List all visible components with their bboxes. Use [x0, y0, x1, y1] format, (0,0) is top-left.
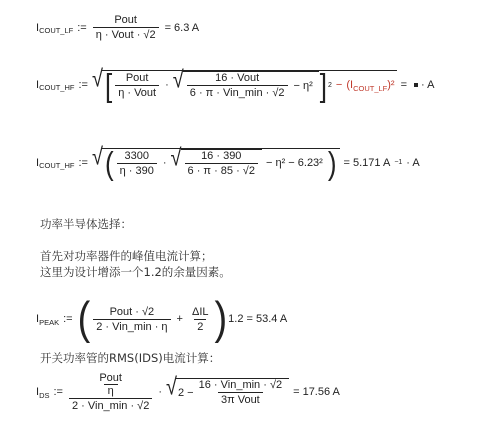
eq2-red-close: )² — [387, 79, 395, 91]
eq3-unit: · A — [406, 156, 420, 169]
eq2-inner-sqrt: √ $\frac{\text{16 · Vout}}{\text{6 · π · Vin\_min · √2}}$ − η² — [173, 71, 319, 99]
eq3-lhs-sub: COUT_HF — [39, 161, 75, 170]
equation-cout-hf-symbolic — [36, 65, 435, 104]
eq5-num-bottom: η — [104, 384, 118, 397]
eq4-fraction-2 — [189, 306, 212, 333]
eq5-sqrt: √ 2 − $\frac{\text{16 · Vin\_min · √2}}{\text{3π Vout}}$ — [166, 378, 289, 406]
eq2-assign: := — [78, 78, 88, 91]
eq4-num1: Pout · √2 — [109, 305, 155, 318]
eq2-outer-sqrt: √ [ $\frac{\text{Pout}}{\text{η · Vout}}$ · √ $\frac{\text{16 · Vout}}{\text{6 · π · Vin\_min · √2}}$ − η² ] 2 − (I COUT_LF )² — [91, 65, 395, 104]
eq3-fraction — [117, 150, 157, 177]
eq2-inner-den: 6 · π · Vin_min · √2 — [187, 85, 288, 99]
eq3-tail: − η² − 6.23² — [265, 157, 323, 169]
eq5-num-top: Pout — [99, 372, 122, 384]
eq3-result: = 5.171 A — [343, 156, 391, 169]
eq2-lhs-sub: COUT_HF — [39, 83, 75, 92]
eq5-assign: := — [53, 386, 63, 398]
eq1-numerator: Pout — [114, 14, 137, 26]
eq2-radical-sign: √ — [91, 65, 103, 93]
eq2-frac-den: η · Vout — [115, 85, 159, 99]
eq3-assign: := — [78, 156, 88, 169]
eq4-plus: + — [176, 313, 183, 325]
eq5-inner-den: 3π Vout — [218, 392, 263, 406]
eq3-frac-num: 3300 — [124, 149, 149, 162]
eq1-lhs: I — [36, 21, 40, 34]
eq1-result: = 6.3 A — [164, 21, 200, 34]
eq2-result-eq: = — [400, 78, 408, 91]
eq5-lhs-sub: DS — [39, 390, 50, 400]
eq2-placeholder-mark — [414, 83, 418, 87]
eq3-outer-sqrt: √ ( $\frac{3300}{\eta \cdot 390}$ · √ $\frac{16 \cdot 390}{6 \cdot \pi \cdot 85 \cdot √2}$ − η² − 6.23² ) — [92, 148, 340, 177]
eq2-minus-eta: − η² — [293, 79, 313, 92]
eq3-inner-den: 6 · π · 85 · √2 — [185, 163, 258, 177]
eq4-den2: 2 — [194, 319, 206, 333]
eq5-lhs: I — [36, 386, 40, 398]
eq5-inner-fraction — [196, 379, 285, 406]
eq4-lhs-sub: PEAK — [39, 317, 60, 327]
eq5-outer-fraction — [69, 372, 152, 412]
equation-cout-lf — [36, 14, 203, 41]
eq2-lhs: I — [36, 78, 40, 91]
eq3-lhs: I — [36, 156, 40, 169]
eq1-assign: := — [77, 21, 87, 34]
equation-cout-hf-numeric — [36, 143, 424, 182]
eq2-fraction — [115, 72, 159, 99]
eq5-result: = 17.56 A — [293, 386, 340, 398]
section-heading-semiconductor: 功率半导体选择： — [40, 217, 132, 231]
paragraph-margin-factor: 这里为设计增添一个1.2的余量因素。 — [40, 265, 231, 279]
eq3-exponent: −1 — [394, 159, 403, 166]
eq4-assign: := — [63, 313, 73, 325]
eq5-dot: · — [158, 386, 163, 398]
equation-rms-ids — [36, 372, 344, 412]
eq2-minus: − — [335, 79, 343, 91]
eq3-frac-den: η · 390 — [117, 163, 157, 177]
eq1-denominator: η · Vout · √2 — [93, 27, 159, 41]
eq4-num2: ΔIL — [191, 305, 209, 318]
eq4-den1: 2 · Vin_min · η — [93, 319, 170, 333]
eq2-result-unit: · A — [421, 78, 435, 91]
eq3-inner-sqrt: √ $\frac{16 \cdot 390}{6 \cdot \pi \cdot 85 \cdot √2}$ — [171, 149, 262, 177]
eq2-inner-num: 16 · Vout — [215, 72, 260, 84]
eq3-inner-fraction — [185, 150, 258, 177]
eq4-lhs: I — [36, 313, 40, 325]
eq1-lhs-sub: COUT_LF — [39, 26, 74, 35]
eq1-fraction — [93, 14, 159, 41]
paragraph-peak-current-intro: 首先对功率器件的峰值电流计算； — [40, 249, 213, 263]
eq5-inner-num: 16 · Vin_min · √2 — [198, 379, 283, 391]
eq5-outer-den: 2 · Vin_min · √2 — [69, 398, 152, 412]
eq4-result: 1.2 = 53.4 A — [228, 313, 288, 325]
eq5-inner-left: 2 − — [178, 386, 194, 399]
eq2-red-sub: COUT_LF — [353, 83, 388, 93]
eq2-frac-num: Pout — [125, 71, 149, 84]
paragraph-rms-current: 开关功率管的RMS(IDS)电流计算： — [40, 351, 221, 365]
eq4-fraction-1 — [93, 306, 170, 333]
eq2-red-term: (I — [346, 79, 354, 91]
eq2-inner-fraction — [187, 72, 288, 99]
equation-peak-current: I PEAK := ( $\frac{\text{Pout · √2}}{\text{2 · Vin\_min · η}}$ + $\frac{\text{ΔIL}}{2}$ ) 1.2 = 53.4 A — [36, 293, 288, 345]
eq3-inner-num: 16 · 390 — [201, 150, 242, 162]
